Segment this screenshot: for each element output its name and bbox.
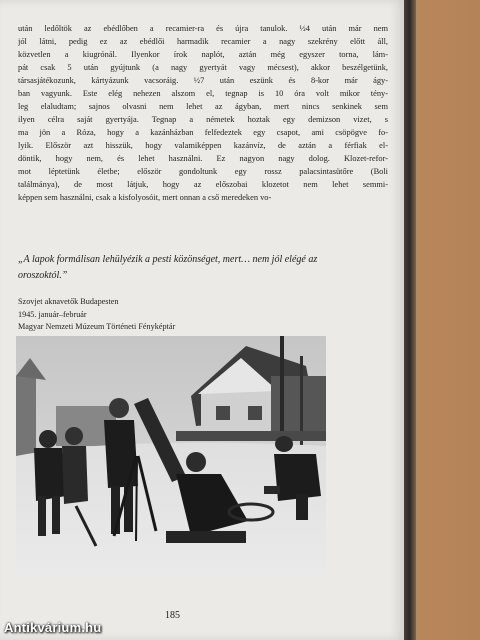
caption-line: Magyar Nemzeti Múzeum Történeti Fényképtár [18, 322, 176, 331]
body-line: ilyen célra saját gyertyája. Tegnap a németek hoztak egy demizson vizet, s [18, 115, 388, 124]
page-number: 185 [165, 610, 180, 621]
body-line: közvetlen a kiugrónál. Ilyenkor írok naplót, aztán még egyszer torna, lám- [18, 50, 388, 59]
body-line: leg elaludtam; sajnos olvasni nem lehet az ágyban, mert nincs senkinek sem [18, 102, 388, 111]
body-text [18, 22, 388, 204]
body-line: ban vagyunk. Este elég nehezen alszom el, tegnap is 10 óra volt mikor tény- [18, 89, 388, 98]
body-line: találmánya), de most látjuk, hogy az előszobai klozetot nem lehet semmi- [18, 180, 388, 189]
photo-caption [18, 296, 338, 334]
body-line: társasjátékozunk, kártyázunk vacsoráig. ½7 után eszünk és 8-kor már ágy- [18, 76, 388, 85]
historical-photo [16, 336, 326, 576]
body-line: jól látni, pedig ez az ebédlői harmadik recamier a nagy szekrény előtt áll, [18, 37, 388, 46]
body-line: képpen sem használni, csak a kisfolyosóit, mert onnan a cső meredeken vo- [18, 193, 272, 202]
photo-illustration [16, 336, 326, 576]
body-line: után ledőltök az ebédlőben a recamier-ra és újra tanulok. ½4 után már nem [18, 24, 388, 33]
caption-line: 1945. január–február [18, 309, 87, 319]
body-line: mot léptetünk életbe; először gondoltunk egy rossz palacsintasütőre (Boli [18, 167, 388, 176]
pull-quote: „A lapok formálisan lehülyézik a pesti közönséget, mert… nem jól elégé az oroszoktól.” [18, 254, 318, 281]
watermark: Antikvárium.hu [4, 620, 102, 635]
body-line: lyik. Először azt hisszük, hogy valamiképpen kazánvíz, de aztán a férfiak el- [18, 141, 388, 150]
body-line: ma jön a Róza, hogy a kazánházban felfedeztek egy csapot, ami csöpögve fo- [18, 128, 388, 137]
caption-line: Szovjet aknavetők Budapesten [18, 297, 119, 306]
body-line: döntik, hogy nem, és lehet használni. Ez nagyon nagy dolog. Klozet-refor- [18, 154, 388, 163]
body-line: pát csak 5 után gyújtunk (a nagy gyertyát vagy mécsest), akkor beszélgetünk, [18, 63, 388, 72]
